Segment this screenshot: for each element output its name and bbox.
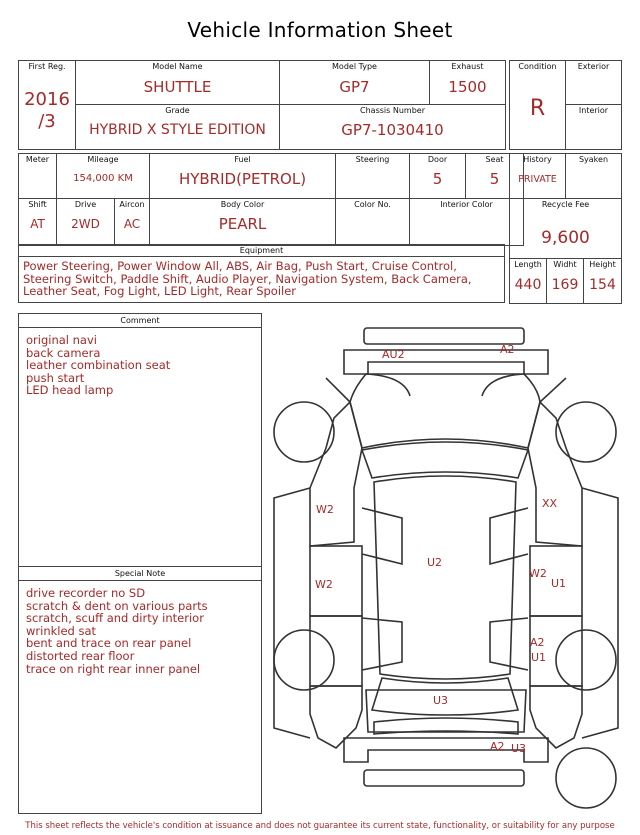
left-rear-door — [310, 616, 362, 686]
comment-line: back camera — [26, 345, 101, 360]
model-type-cell — [280, 61, 430, 105]
model-type-label: Model Type — [332, 62, 377, 71]
damage-mark: A2 — [530, 636, 545, 649]
wheel-rear-right — [556, 630, 616, 690]
height-label: Height — [589, 260, 616, 269]
condition-table — [509, 60, 622, 150]
car-damage-diagram — [266, 318, 626, 818]
mileage-label: Mileage — [87, 155, 119, 164]
shift-label: Shift — [28, 200, 47, 209]
shift-cell — [19, 199, 57, 246]
damage-mark: U3 — [511, 742, 527, 755]
recycle-fee-value: 9,600 — [541, 228, 590, 248]
body-color-value: PEARL — [218, 215, 267, 233]
door-cell — [410, 154, 466, 199]
model-type-value: GP7 — [339, 78, 370, 96]
aircon-label: Aircon — [119, 200, 145, 209]
right-rear-window — [490, 618, 528, 670]
chassis-number-value: GP7-1030410 — [341, 121, 444, 139]
drive-value: 2WD — [71, 217, 100, 231]
spec-table — [18, 153, 524, 246]
model-name-value: SHUTTLE — [143, 78, 212, 96]
wheel-front-right — [556, 402, 616, 462]
steering-label: Steering — [355, 155, 390, 164]
grade-cell — [76, 105, 280, 150]
color-no-label: Color No. — [354, 200, 391, 209]
comment-line: push start — [26, 370, 85, 385]
special-note-line: drive recorder no SD — [26, 586, 146, 600]
exhaust-label: Exhaust — [451, 62, 484, 71]
body-color-cell — [150, 199, 336, 246]
aircon-value: AC — [123, 217, 141, 231]
grade-label: Grade — [165, 106, 190, 115]
interior-color-cell — [410, 199, 524, 246]
wheel-rear-left — [274, 630, 334, 690]
exterior-cell — [566, 61, 622, 105]
damage-mark: U1 — [531, 651, 547, 664]
height-value: 154 — [589, 277, 616, 293]
damage-mark: W2 — [529, 567, 547, 580]
fuel-cell — [150, 154, 336, 199]
first-reg-cell — [19, 61, 76, 150]
length-cell — [510, 259, 547, 304]
damage-mark: U3 — [433, 694, 449, 707]
aircon-cell — [115, 199, 150, 246]
color-no-cell — [336, 199, 410, 246]
special-note-label: Special Note — [19, 567, 261, 581]
width-value: 169 — [551, 277, 579, 293]
shift-value: AT — [30, 217, 45, 231]
special-note-box — [18, 566, 262, 814]
door-label: Door — [427, 155, 448, 164]
meter-label: Meter — [25, 155, 50, 164]
condition-label: Condition — [518, 62, 557, 71]
equipment-label: Equipment — [19, 245, 504, 257]
damage-mark: A2 — [490, 740, 505, 753]
comment-line: LED head lamp — [26, 383, 114, 398]
equipment-box — [18, 244, 505, 303]
special-note-list — [19, 581, 261, 681]
right-front-fender — [528, 402, 582, 546]
length-value: 440 — [514, 277, 542, 293]
special-note-line: wrinkled sat — [26, 623, 97, 638]
damage-mark: U1 — [551, 577, 567, 590]
steering-cell — [336, 154, 410, 199]
drive-label: Drive — [74, 200, 97, 209]
wheel-front-left — [274, 402, 334, 462]
condition-cell — [510, 61, 566, 150]
syaken-cell — [566, 154, 622, 199]
exhaust-cell — [430, 61, 506, 105]
disclaimer-footer: This sheet reflects the vehicle's condition at issuance and does not guarantee its current state, functionality, or suitability for any purpose — [25, 821, 615, 831]
comment-box — [18, 313, 262, 567]
interior-cell — [566, 105, 622, 150]
first-reg-label: First Reg. — [28, 62, 66, 71]
damage-mark: W2 — [315, 578, 333, 591]
history-cell — [510, 154, 566, 199]
seat-value: 5 — [489, 170, 500, 188]
body-color-label: Body Color — [220, 200, 265, 209]
length-label: Length — [514, 260, 542, 269]
door-value: 5 — [432, 170, 443, 188]
model-name-cell — [76, 61, 280, 105]
mileage-cell — [57, 154, 150, 199]
damage-mark: A2 — [500, 343, 515, 356]
comment-list — [19, 328, 261, 403]
model-name-label: Model Name — [152, 62, 203, 71]
roof — [374, 476, 516, 679]
fuel-label: Fuel — [234, 155, 251, 164]
exterior-label: Exterior — [577, 62, 610, 71]
first-reg-year: 2016 — [24, 89, 70, 110]
front-bumper-strip — [364, 328, 524, 344]
seat-label: Seat — [485, 155, 504, 164]
left-front-window — [362, 508, 402, 564]
special-note-line: bent and trace on rear panel — [26, 636, 192, 651]
special-note-line: scratch, scuff and dirty interior — [26, 611, 204, 626]
recycle-fee-cell — [510, 199, 622, 259]
comment-label: Comment — [19, 314, 261, 328]
hood-arcs — [366, 374, 524, 396]
special-note-line: trace on right rear inner panel — [26, 661, 201, 676]
chassis-number-cell — [280, 105, 506, 150]
dimensions-table — [509, 258, 622, 304]
history-value: PRIVATE — [518, 174, 557, 185]
mileage-value: 154,000 KM — [73, 173, 133, 184]
drive-cell — [57, 199, 115, 246]
damage-mark: AU2 — [382, 348, 405, 361]
chassis-number-label: Chassis Number — [360, 106, 425, 115]
grade-value: HYBRID X STYLE EDITION — [89, 122, 266, 138]
comment-line: leather combination seat — [26, 358, 171, 373]
damage-mark: XX — [542, 497, 558, 510]
right-front-window — [490, 508, 528, 564]
fuel-value: HYBRID(PETROL) — [178, 170, 307, 188]
history-table — [509, 153, 622, 259]
hood — [350, 374, 540, 448]
damage-mark: U2 — [427, 556, 443, 569]
interior-color-label: Interior Color — [440, 200, 493, 209]
comment-line: original navi — [26, 333, 97, 347]
height-cell — [584, 259, 622, 304]
special-note-line: distorted rear floor — [26, 648, 135, 663]
rear-bumper-strip — [364, 770, 524, 786]
left-front-fender — [310, 402, 362, 546]
meter-cell — [19, 154, 57, 199]
recycle-fee-label: Recycle Fee — [541, 200, 590, 209]
front-bumper — [344, 350, 548, 374]
condition-value: R — [529, 96, 546, 121]
page-title: Vehicle Information Sheet — [187, 18, 453, 42]
interior-label: Interior — [578, 106, 609, 115]
special-note-line: scratch & dent on various parts — [26, 598, 208, 613]
equipment-value: Power Steering, Power Window All, ABS, Air Bag, Push Start, Cruise Control, Steering Switch, Paddle Shift, Audio Player, Navigation System, Back Camera, Leather Seat, Fog Light, LED Light, Rear Spoiler — [23, 259, 472, 298]
syaken-label: Syaken — [578, 155, 609, 164]
left-rear-window — [362, 618, 402, 670]
width-label: Widht — [553, 260, 577, 269]
damage-mark: W2 — [316, 503, 334, 516]
spare-wheel — [556, 748, 616, 808]
exhaust-value: 1500 — [448, 78, 487, 96]
vehicle-info-table — [18, 60, 506, 150]
history-label: History — [523, 155, 552, 164]
first-reg-month: /3 — [38, 111, 56, 132]
windshield — [362, 442, 528, 478]
width-cell — [547, 259, 584, 304]
